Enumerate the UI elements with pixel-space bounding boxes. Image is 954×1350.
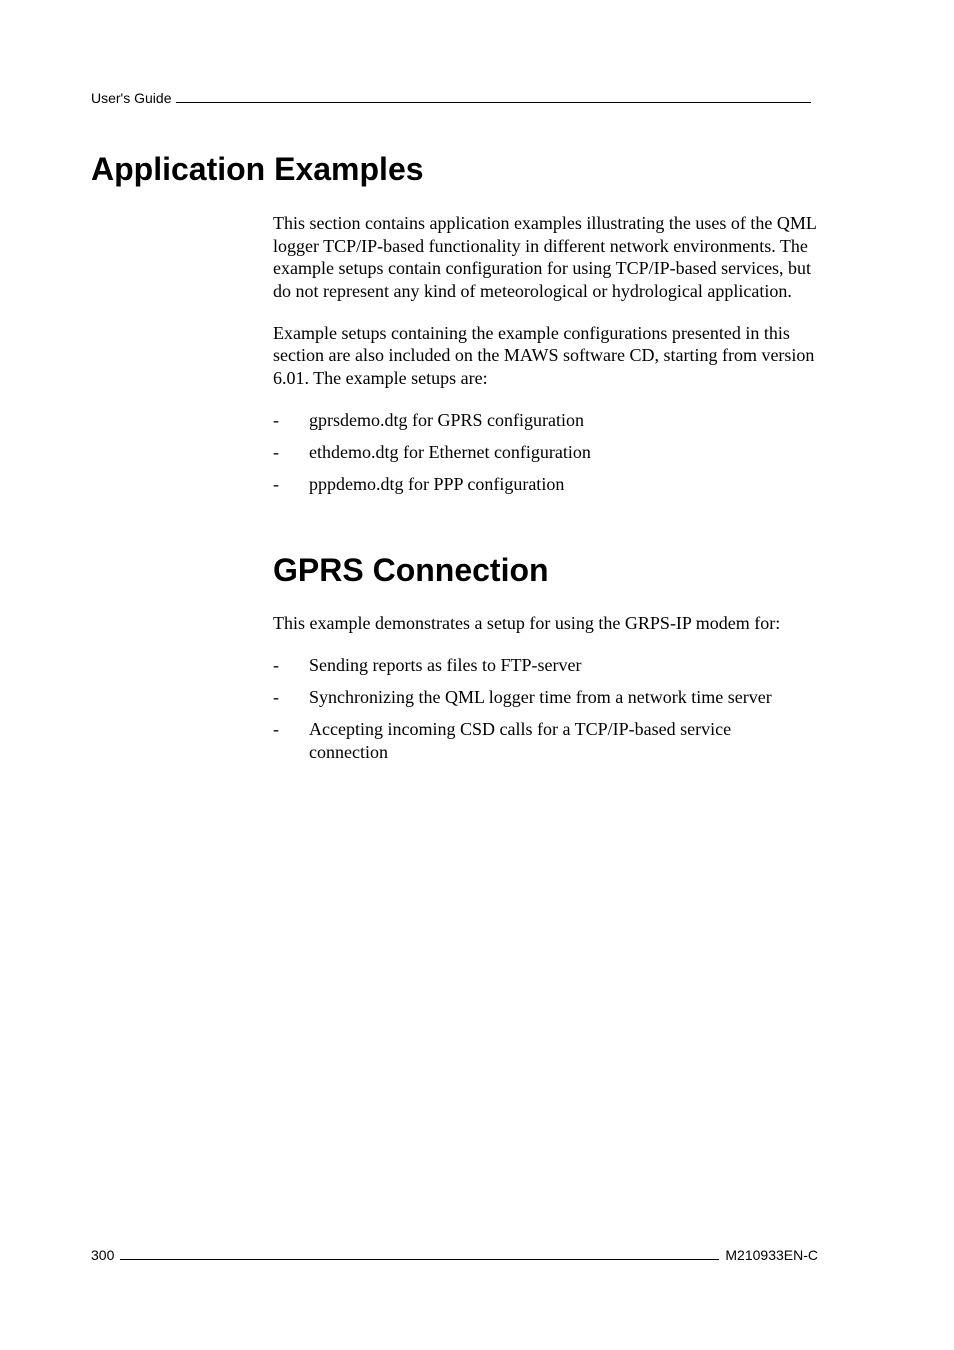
list-item-text: gprsdemo.dtg for GPRS configuration <box>309 409 584 430</box>
list-bullet: - <box>273 687 279 707</box>
gprs-connection-body <box>273 612 823 773</box>
section-heading-application-examples: Application Examples <box>91 151 424 187</box>
footer-rule <box>120 1259 719 1260</box>
list-item-text: Accepting incoming CSD calls for a TCP/IP-based service connection <box>309 719 732 762</box>
paragraph: Example setups containing the example configurations presented in this section are also included on the MAWS software CD, starting from version 6.01. The example setups are: <box>273 322 815 388</box>
paragraph: This section contains application examples illustrating the uses of the QML logger TCP/IP-based functionality in different network environments. The example setups contain configuration for using TCP/IP-based services, but do not represent any kind of meteorological or hydrological application. <box>273 213 817 301</box>
list-item <box>273 686 823 709</box>
paragraph: This example demonstrates a setup for using the GRPS-IP modem for: <box>273 613 781 633</box>
list-item-text: pppdemo.dtg for PPP configuration <box>309 473 565 494</box>
list-item <box>273 441 823 464</box>
list-item-text: Synchronizing the QML logger time from a network time server <box>309 687 772 707</box>
list-item <box>273 654 823 677</box>
list-item <box>273 473 823 496</box>
header-rule <box>176 102 811 103</box>
list-item <box>273 409 823 432</box>
application-examples-body <box>273 212 823 505</box>
example-setups-list <box>273 409 823 496</box>
list-bullet: - <box>273 409 279 430</box>
list-bullet: - <box>273 441 279 462</box>
page-number: 300 <box>91 1247 115 1263</box>
list-bullet: - <box>273 473 279 494</box>
list-bullet: - <box>273 655 279 675</box>
page-footer <box>91 1243 818 1263</box>
page-header <box>91 86 811 106</box>
header-title: User's Guide <box>91 90 172 106</box>
section-heading-gprs-connection: GPRS Connection <box>273 552 549 588</box>
gprs-uses-list <box>273 654 823 763</box>
list-item-text: Sending reports as files to FTP-server <box>309 655 582 675</box>
list-item-text: ethdemo.dtg for Ethernet configuration <box>309 441 591 462</box>
list-bullet: - <box>273 719 279 739</box>
list-item <box>273 718 823 763</box>
document-code: M210933EN-C <box>725 1247 818 1263</box>
